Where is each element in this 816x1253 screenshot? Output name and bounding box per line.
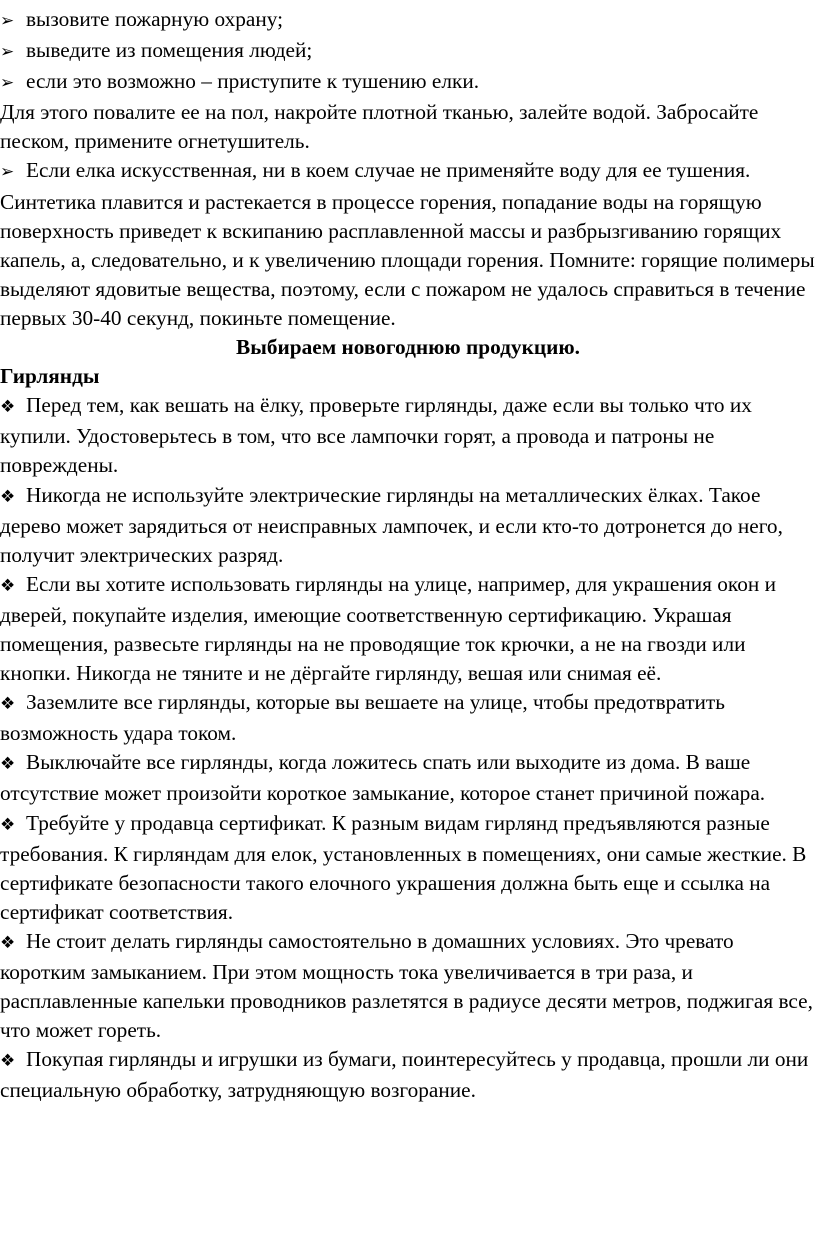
arrow-bullet-icon: ➢ (0, 11, 15, 31)
garland-list-item-text: Покупая гирлянды и игрушки из бумаги, поинтересуйтесь у продавца, прошли ли они специальную обработку, затрудняющую возгорание. (0, 1047, 809, 1103)
garland-list-item (0, 481, 816, 570)
diamond-bullet-icon: ❖ (0, 932, 16, 953)
garland-list-item-text: Если вы хотите использовать гирлянды на улице, например, для украшения окон и дверей, покупайте изделия, имеющие соответственную сертификацию. Украшая помещения, развесьте гирлянды на не проводящие ток крючки, а не на гвозди или кнопки. Никогда не тяните и не дёргайте гирлянду, вешая или снимая её. (0, 571, 776, 686)
garland-list-item (0, 809, 816, 927)
garland-list-item (0, 748, 816, 808)
garland-list-item-text: Требуйте у продавца сертификат. К разным видам гирлянд предъявляются разные требования. К гирляндам для елок, установленных в помещениях, они самые жесткие. В сертификате безопасности такого елочного украшения должна быть еще и ссылка на сертификат соответствия. (0, 810, 807, 924)
diamond-bullet-icon: ❖ (0, 575, 16, 596)
intro-list-item-text: вызовите пожарную охрану; (26, 7, 283, 31)
garland-list-item (0, 391, 816, 480)
intro-list-item-text: выведите из помещения людей; (26, 38, 313, 63)
diamond-bullet-icon: ❖ (0, 814, 16, 835)
diamond-bullet-icon: ❖ (0, 486, 16, 507)
arrow-bullet-icon: ➢ (0, 42, 15, 63)
diamond-bullet-icon: ❖ (0, 397, 16, 418)
artificial-tree-item (0, 156, 816, 333)
intro-list-item (0, 67, 816, 98)
artificial-tree-item-text: Если елка искусственная, ни в коем случае не применяйте воду для ее тушения. Синтетика плавится и растекается в процессе горения, попадание воды на горящую поверхность приведет к вскипанию расплавленной массы и разбрызгиванию горящих капель, а, следовательно, и к увеличению площади горения. Помните: горящие полимеры выделяют ядовитые вещества, поэтому, если с пожаром не удалось справиться в течение первых 30-40 секунд, покиньте помещение. (0, 158, 815, 330)
diamond-bullet-icon: ❖ (0, 694, 16, 715)
subsection-title: Гирлянды (0, 364, 100, 389)
section-title: Выбираем новогоднюю продукцию. (236, 335, 580, 360)
garland-list-item-text: Перед тем, как вешать на ёлку, проверьте гирлянды, даже если вы только что их купили. Удостоверьтесь в том, что все лампочки горят, а провода и патроны не повреждены. (0, 393, 752, 478)
arrow-bullet-icon: ➢ (0, 73, 15, 94)
garland-list-item (0, 570, 816, 688)
garland-list-item-text: Никогда не используйте электрические гирлянды на металлических ёлках. Такое дерево может зарядиться от неисправных лампочек, и если кто-то дотронется до него, получит электрических разряд. (0, 482, 783, 567)
garland-list-item (0, 1045, 816, 1105)
diamond-bullet-icon: ❖ (0, 754, 16, 775)
garland-list-item-text: Не стоит делать гирлянды самостоятельно в домашних условиях. Это чревато коротким замыканием. При этом мощность тока увеличивается в три раза, и расплавленные капельки проводников разлетятся в радиусе десяти метров, поджигая все, что может гореть. (0, 928, 813, 1043)
garland-list-item-text: Заземлите все гирлянды, которые вы вешаете на улице, чтобы предотвратить возможность удара током. (0, 690, 725, 746)
intro-list-item-text: если это возможно – приступите к тушению елки. (26, 69, 480, 94)
intro-paragraph: Для этого повалите ее на пол, накройте плотной тканью, залейте водой. Забросайте песком, примените огнетушитель. (0, 100, 759, 154)
garland-list-item (0, 927, 816, 1045)
garland-list-item-text: Выключайте все гирлянды, когда ложитесь спать или выходите из дома. В ваше отсутствие может произойти короткое замыкание, которое станет причиной пожара. (0, 750, 766, 806)
intro-list-item (0, 5, 816, 36)
intro-list-item (0, 36, 816, 67)
arrow-bullet-icon: ➢ (0, 162, 15, 183)
diamond-bullet-icon: ❖ (0, 1051, 16, 1072)
garland-list-item (0, 688, 816, 748)
